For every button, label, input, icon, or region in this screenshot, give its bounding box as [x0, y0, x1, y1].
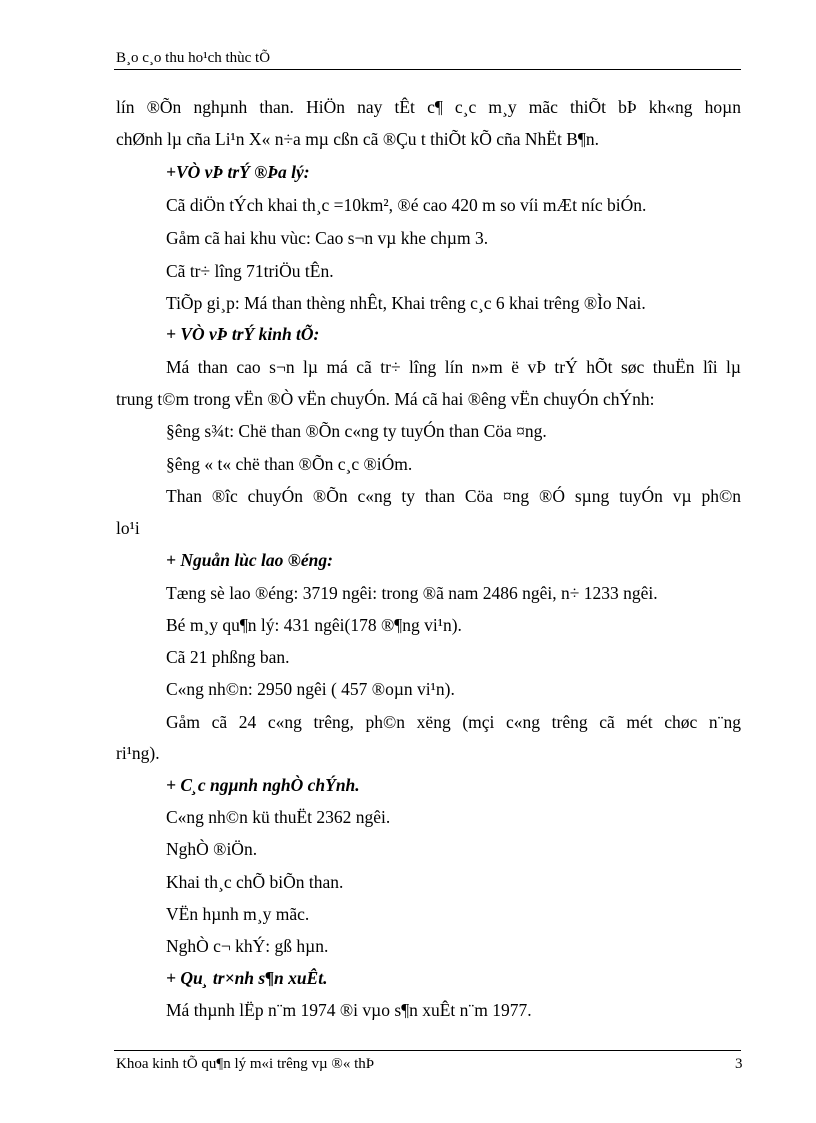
body-line: C«ng nh©n: 2950 ngêi ( 457 ®oµn vi¹n). — [166, 679, 455, 699]
section-heading: + VÒ vÞ trÝ kinh tÕ: — [166, 324, 320, 344]
body-line: NghÒ c¬ khÝ: gß hµn. — [166, 936, 329, 956]
body-line: Gåm cã hai khu vùc: Cao s¬n vµ khe chµm 3. — [166, 228, 489, 248]
body-line: §êng « t« chë than ®Õn c¸c ®iÓm. — [166, 454, 413, 474]
body-line: VËn hµnh m¸y mãc. — [166, 904, 310, 924]
body-line: Than ®îc chuyÓn ®Õn c«ng ty than Cöa ¤ng ®Ó sµng tuyÓn vµ ph©n — [166, 486, 741, 506]
body-line: Cã tr÷ lîng 71triÖu tÊn. — [166, 261, 334, 281]
body-line: C«ng nh©n kü thuËt 2362 ngêi. — [166, 807, 391, 827]
body-line: chØnh lµ cña Li¹n X« n÷a mµ cßn cã ®Çu t thiÕt kÕ cña NhËt B¶n. — [116, 129, 599, 149]
body-line: Khai th¸c chÕ biÕn than. — [166, 872, 344, 892]
section-heading: +VÒ vÞ trÝ ®Þa lý: — [166, 162, 310, 182]
body-line: Tæng sè lao ®éng: 3719 ngêi: trong ®ã nam 2486 ngêi, n÷ 1233 ngêi. — [166, 583, 658, 603]
footer-divider — [114, 1050, 741, 1051]
section-heading: + Qu¸ tr×nh s¶n xuÊt. — [166, 968, 328, 988]
body-line: ri¹ng). — [116, 743, 160, 763]
body-line: lín ®Õn nghµnh than. HiÖn nay tÊt c¶ c¸c m¸y mãc thiÕt bÞ kh«ng hoµn — [116, 97, 741, 117]
body-line: Má than cao s¬n lµ má cã tr÷ lîng lín n»m ë vÞ trÝ hÕt søc thuËn lîi lµ — [166, 357, 741, 377]
section-heading: + C¸c ngµnh nghÒ chÝnh. — [166, 775, 360, 795]
body-line: Cã diÖn tÝch khai th¸c =10km², ®é cao 420 m so víi mÆt níc biÓn. — [166, 195, 647, 215]
body-line: trung t©m trong vËn ®Ò vËn chuyÓn. Má cã hai ®êng vËn chuyÓn chÝnh: — [116, 389, 655, 409]
body-line: §êng s¾t: Chë than ®Õn c«ng ty tuyÓn than Cöa ¤ng. — [166, 421, 547, 441]
body-line: lo¹i — [116, 518, 140, 538]
page-header: B¸o c¸o thu ho¹ch thùc tÕ — [116, 50, 271, 66]
body-line: Má thµnh lËp n¨m 1974 ®i vµo s¶n xuÊt n¨m 1977. — [166, 1000, 532, 1020]
body-line: TiÕp gi¸p: Má than thèng nhÊt, Khai trêng c¸c 6 khai trêng ®Ìo Nai. — [166, 293, 646, 313]
body-line: Bé m¸y qu¶n lý: 431 ngêi(178 ®¶ng vi¹n). — [166, 615, 462, 635]
body-line: NghÒ ®iÖn. — [166, 839, 258, 859]
header-divider — [114, 69, 741, 70]
page-number: 3 — [735, 1056, 743, 1072]
section-heading: + Nguån lùc lao ®éng: — [166, 550, 333, 570]
body-line: Gåm cã 24 c«ng trêng, ph©n xëng (mçi c«ng trêng cã mét chøc n¨ng — [166, 712, 741, 732]
page-footer: Khoa kinh tÕ qu¶n lý m«i trêng vµ ®« thÞ — [116, 1056, 375, 1072]
body-line: Cã 21 phßng ban. — [166, 647, 290, 667]
